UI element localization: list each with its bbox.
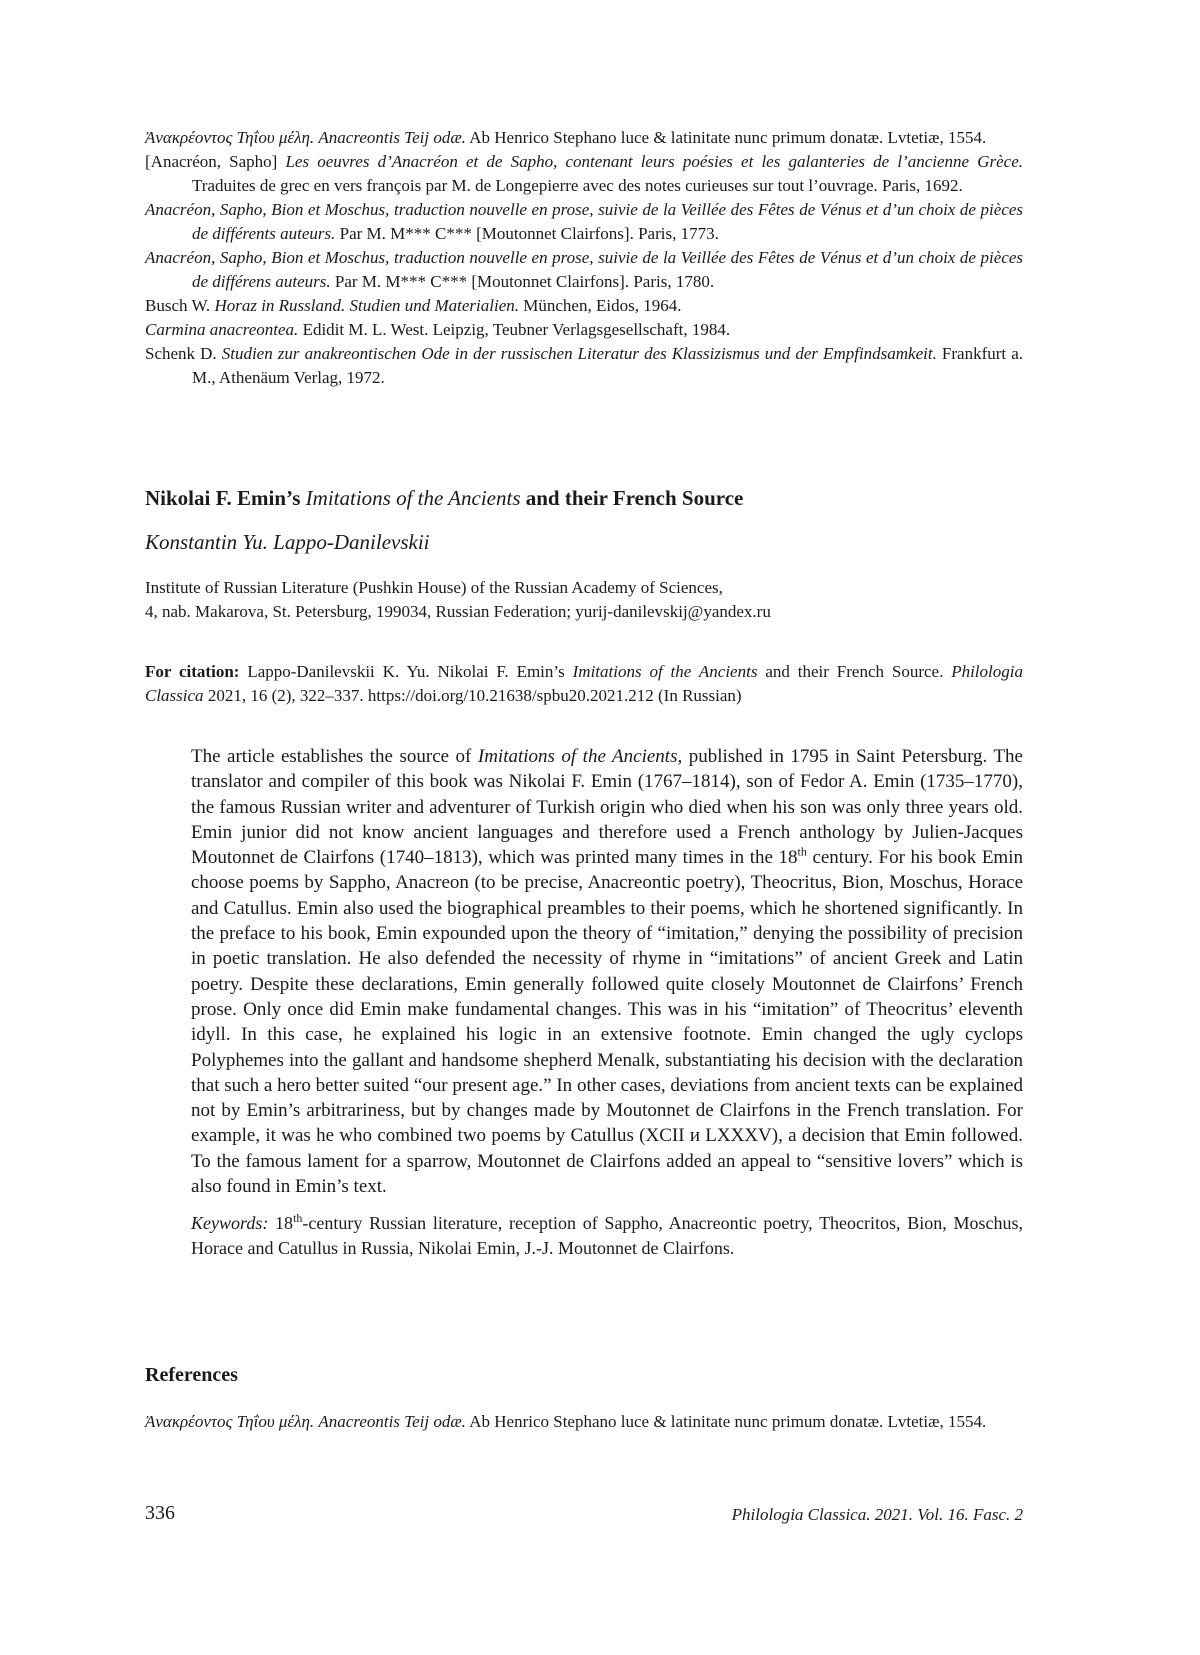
- citation: [145, 660, 1023, 708]
- keywords-text: -century Russian literature, reception of Sappho, Anacreontic poetry, Theocritos, Bion, Moschus, Horace and Catullus in Russia, Nikolai Emin, J.-J. Moutonnet de Clairfons.: [191, 1213, 1024, 1259]
- superscript: th: [797, 844, 807, 859]
- reference-details: Edidit M. L. West. Leipzig, Teubner Verlagsgesellschaft, 1984.: [298, 320, 731, 339]
- reference-item: [145, 342, 1023, 390]
- abstract-segment: century. For his book Emin choose poems by Sappho, Anacreon (to be precise, Anacreontic poetry), Theocritus, Bion, Moschus, Horace and Catullus. Emin also used the biographical preambles to their poems, which he shortened significantly. In the preface to his book, Emin expounded upon the theory of “imitation,” denying the possibility of precision in poetic translation. He also defended the necessity of rhyme in “imitations” of ancient Greek and Latin poetry. Despite these declarations, Emin generally followed quite closely Moutonnet de Clairfons’ French prose. Only once did Emin make fundamental changes. This was in his “imitation” of Theocritus’ eleventh idyll. In this case, he explained his logic in an extensive footnote. Emin changed the ugly cyclops Polyphemes into the gallant and handsome shepherd Menalk, substantiating his decision with the declaration that such a hero better suited “our present age.” In other cases, deviations from ancient texts can be explained not by Emin’s arbitrariness, but by changes made by Moutonnet de Clairfons in the French translation. For example, it was he who combined two poems by Catullus (XCII и LXXXV), a decision that Emin followed. To the famous lament for a sparrow, Moutonnet de Clairfons added an appeal to “sensitive lovers” which is also found in Emin’s text.: [191, 847, 1023, 1198]
- reference-title: . Anacreontis Teij odæ.: [309, 1412, 466, 1431]
- article-author: Konstantin Yu. Lappo-Danilevskii: [145, 530, 430, 554]
- reference-item: [145, 198, 1023, 246]
- affiliation-line: 4, nab. Makarova, St. Petersburg, 199034, Russian Federation; yurij-danilevskij@yandex.ru: [145, 602, 771, 621]
- reference-author: Schenk D.: [145, 344, 222, 363]
- article-title-part: Nikolai F. Emin’s: [145, 486, 306, 510]
- citation-label: For citation:: [145, 662, 240, 681]
- reference-item: [145, 294, 1023, 318]
- abstract-segment: , published in 1795 in Saint Petersburg. The translator and compiler of this book was Nikolai F. Emin (1767–1814), son of Fedor A. Emin (1735–1770), the famous Russian writer and adventurer of Turkish origin who died when his son was only three years old. Emin junior did not know ancient languages and therefore used a French anthology by Julien-Jacques Moutonnet de Clairfons (1740–1813), which was printed many times in the 18: [191, 746, 1023, 869]
- affiliation-line: Institute of Russian Literature (Pushkin House) of the Russian Academy of Sciences,: [145, 578, 723, 597]
- keywords-text: 18: [268, 1213, 294, 1234]
- reference-details: Par M. M*** C*** [Moutonnet Clairfons]. Paris, 1773.: [335, 224, 719, 243]
- reference-title: . Anacreontis Teij odæ.: [309, 128, 466, 147]
- reference-details: München, Eidos, 1964.: [519, 296, 682, 315]
- article-title-italic: Imitations of the Ancients: [305, 486, 521, 510]
- citation-text-italic: Imitations of the Ancients: [572, 662, 758, 681]
- reference-details: Par M. M*** C*** [Moutonnet Clairfons]. Paris, 1780.: [330, 272, 715, 291]
- reference-title: Les oeuvres d’Anacréon et de Sapho, contenant leurs poésies et les galanteries de l’ancienne Grèce.: [285, 152, 1023, 171]
- reference-item: [145, 1410, 1023, 1434]
- reference-author: Busch W.: [145, 296, 215, 315]
- references-list: [145, 1410, 1023, 1434]
- reference-item: [145, 246, 1023, 294]
- reference-title: Studien zur anakreontischen Ode in der russischen Literatur des Klassizismus und der Empfindsamkeit.: [221, 344, 937, 363]
- reference-details: Ab Henrico Stephano luce & latinitate nunc primum donatæ. Lvtetiæ, 1554.: [465, 1412, 987, 1431]
- reference-item: [145, 126, 1023, 150]
- abstract-segment-italic: Imitations of the Ancients: [477, 746, 678, 767]
- reference-greek-title: Ἀνακρέοντος Τηΐου μέλη: [145, 128, 310, 147]
- article-header: [145, 484, 1023, 708]
- reference-author: [Anacréon, Sapho]: [145, 152, 286, 171]
- author-affiliation: [145, 576, 1023, 624]
- article-title-part: and their French Source: [520, 486, 744, 510]
- reference-item: [145, 150, 1023, 198]
- citation-text: 2021, 16 (2), 322–337. https://doi.org/10.21638/spbu20.2021.212 (In Russian): [203, 686, 742, 705]
- abstract: [191, 744, 1023, 1261]
- abstract-segment: The article establishes the source of: [191, 746, 478, 767]
- reference-item: [145, 318, 1023, 342]
- citation-text: and their French Source.: [757, 662, 952, 681]
- reference-title: Anacréon, Sapho, Bion et Moschus, traduction nouvelle en prose, suivie de la Veillée des Fêtes de Vénus et d’un choix de pièces de différens auteurs.: [145, 248, 1023, 291]
- reference-title: Carmina anacreontea.: [145, 320, 299, 339]
- citation-journal: Philologia Classica: [145, 662, 1023, 705]
- reference-title: Horaz in Russland. Studien und Materialien.: [214, 296, 520, 315]
- abstract-text: [191, 744, 1023, 1199]
- article-title: [145, 484, 1023, 512]
- keywords-label: Keywords:: [191, 1213, 269, 1234]
- reference-details: Traduites de grec en vers françois par M. de Longepierre avec des notes curieuses sur tout l’ouvrage. Paris, 1692.: [192, 176, 963, 195]
- running-footer-journal: Philologia Classica. 2021. Vol. 16. Fasc. 2: [731, 1505, 1023, 1524]
- previous-article-references: [145, 126, 1023, 390]
- citation-text: Lappo-Danilevskii K. Yu. Nikolai F. Emin’s: [239, 662, 573, 681]
- keywords: [191, 1211, 1023, 1261]
- reference-details: Ab Henrico Stephano luce & latinitate nunc primum donatæ. Lvtetiæ, 1554.: [465, 128, 987, 147]
- reference-details: Frankfurt a. M., Athenäum Verlag, 1972.: [192, 344, 1023, 387]
- page-number: 336: [145, 1502, 175, 1524]
- reference-greek-title: Ἀνακρέοντος Τηΐου μέλη: [145, 1412, 310, 1431]
- reference-title: Anacréon, Sapho, Bion et Moschus, traduction nouvelle en prose, suivie de la Veillée des Fêtes de Vénus et d’un choix de pièces de différents auteurs.: [145, 200, 1023, 243]
- references-heading: References: [145, 1364, 238, 1386]
- superscript: th: [293, 1211, 303, 1226]
